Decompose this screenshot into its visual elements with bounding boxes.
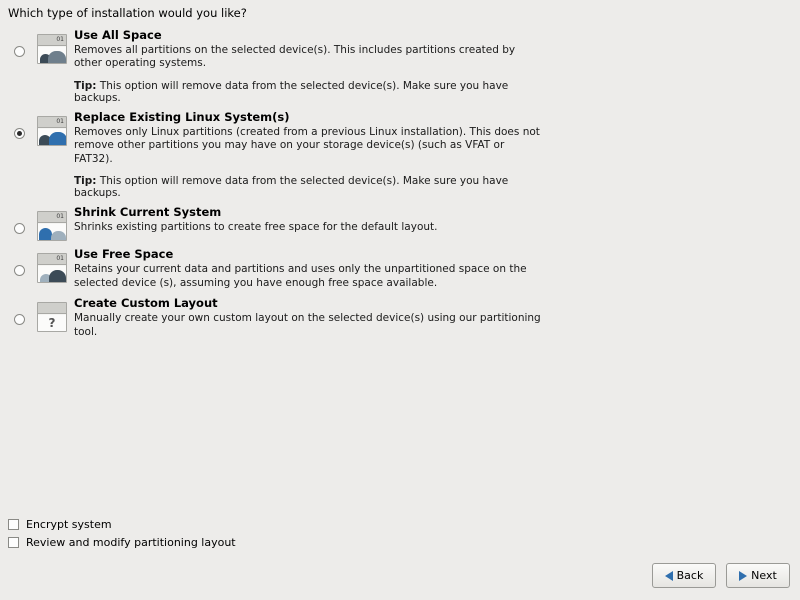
- checkbox-row-review-layout[interactable]: [8, 536, 236, 549]
- disk-icon-body: [38, 266, 66, 282]
- disk-icon-badge: [38, 303, 66, 314]
- installation-options-list: [0, 24, 800, 341]
- radio-replace-existing-linux[interactable]: [14, 128, 25, 139]
- icon-cell: [30, 106, 74, 146]
- option-use-all-space[interactable]: [0, 24, 800, 104]
- option-replace-existing-linux[interactable]: [0, 106, 800, 199]
- disk-icon-badge: 01: [38, 35, 66, 46]
- option-description: Shrinks existing partitions to create free space for the default layout.: [74, 221, 438, 234]
- option-tip-label: Tip:: [74, 175, 97, 188]
- disk-icon-body: [38, 129, 66, 145]
- page-title: Which type of installation would you like?: [8, 6, 247, 20]
- option-title: Shrink Current System: [74, 205, 222, 220]
- option-shrink-current-system[interactable]: [0, 201, 800, 241]
- checkbox-row-encrypt-system[interactable]: [8, 518, 236, 531]
- question-mark-icon: ?: [38, 315, 66, 331]
- radio-use-all-space[interactable]: [14, 46, 25, 57]
- radio-shrink-current-system[interactable]: [14, 223, 25, 234]
- navigation-buttons: [652, 563, 790, 588]
- icon-cell: [30, 24, 74, 64]
- icon-cell: [30, 292, 74, 332]
- option-tip: [74, 175, 544, 199]
- checkbox-label-encrypt-system: Encrypt system: [26, 518, 112, 531]
- options-checkbox-group: [8, 518, 236, 554]
- option-create-custom-layout[interactable]: [0, 292, 800, 339]
- option-title: Use All Space: [74, 28, 162, 42]
- disk-all-space-icon: [37, 34, 67, 64]
- icon-cell: [30, 201, 74, 241]
- disk-graphic-b: [51, 231, 66, 240]
- back-button[interactable]: [652, 563, 716, 588]
- disk-graphic-b: [49, 270, 66, 282]
- radio-cell: [8, 292, 30, 325]
- option-description: Removes only Linux partitions (created from a previous Linux installation). This does not remove other partitions you may have on your storage device(s) (such as VFAT or FAT32).: [74, 125, 540, 165]
- next-button[interactable]: [726, 563, 790, 588]
- checkbox-label-review-layout: Review and modify partitioning layout: [26, 536, 236, 549]
- radio-create-custom-layout[interactable]: [14, 314, 25, 325]
- option-text: [74, 243, 800, 290]
- arrow-right-icon: [739, 571, 747, 581]
- next-button-label: Next: [751, 569, 777, 582]
- option-text: [74, 292, 800, 339]
- radio-cell: [8, 201, 30, 234]
- disk-custom-layout-icon: [37, 302, 67, 332]
- option-use-free-space[interactable]: [0, 243, 800, 290]
- option-tip: [74, 80, 544, 104]
- disk-free-space-icon: [37, 253, 67, 283]
- radio-cell: [8, 243, 30, 276]
- radio-use-free-space[interactable]: [14, 265, 25, 276]
- option-title: Use Free Space: [74, 247, 174, 262]
- disk-replace-linux-icon: [37, 116, 67, 146]
- icon-cell: [30, 243, 74, 283]
- disk-icon-badge: 01: [38, 117, 66, 128]
- disk-icon-badge: 01: [38, 254, 66, 265]
- option-text: [74, 201, 800, 234]
- option-description: Retains your current data and partitions and uses only the unpartitioned space on the selected device (s), assuming you have enough free space available.: [74, 263, 527, 289]
- option-tip-text: This option will remove data from the selected device(s). Make sure you have backups.: [74, 79, 509, 104]
- disk-icon-body: [38, 224, 66, 240]
- disk-graphic-b: [49, 132, 67, 145]
- option-tip-label: Tip:: [74, 79, 97, 92]
- disk-icon-body: [38, 47, 66, 63]
- disk-icon-badge: 01: [38, 212, 66, 223]
- disk-graphic-b: [48, 51, 66, 63]
- option-description: Removes all partitions on the selected device(s). This includes partitions created by other operating systems.: [74, 44, 516, 70]
- option-tip-text: This option will remove data from the selected device(s). Make sure you have backups.: [74, 175, 509, 200]
- back-button-label: Back: [676, 569, 704, 582]
- option-text: [74, 106, 800, 199]
- option-title: Replace Existing Linux System(s): [74, 109, 290, 124]
- disk-shrink-icon: [37, 211, 67, 241]
- checkbox-encrypt-system[interactable]: [8, 519, 19, 530]
- option-text: [74, 24, 800, 104]
- radio-cell: [8, 106, 30, 139]
- radio-cell: [8, 24, 30, 57]
- checkbox-review-layout[interactable]: [8, 537, 19, 548]
- option-description: Manually create your own custom layout on the selected device(s) using our partitioning tool.: [74, 312, 541, 338]
- arrow-left-icon: [665, 571, 673, 581]
- option-title: Create Custom Layout: [74, 296, 218, 311]
